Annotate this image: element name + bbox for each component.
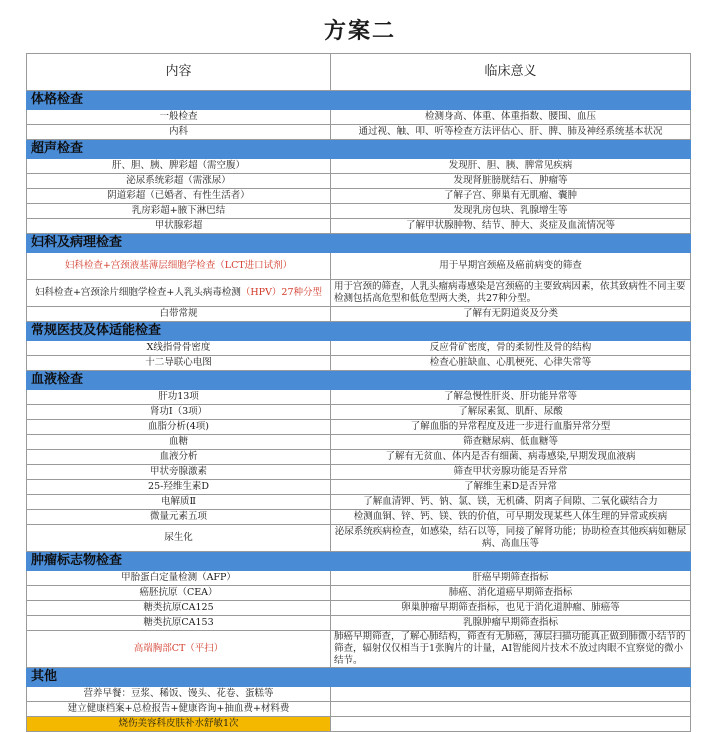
meaning-cell: 发现乳房包块、乳腺增生等 xyxy=(331,204,691,219)
meaning-cell: 发现肾脏膀胱结石、肿瘤等 xyxy=(331,174,691,189)
table-row xyxy=(27,110,691,125)
header-content: 内容 xyxy=(27,54,331,91)
section-tumor-markers xyxy=(27,552,691,571)
item-cell: 微量元素五项 xyxy=(27,510,331,525)
meaning-cell: 检查心脏缺血、心肌梗死、心律失常等 xyxy=(331,356,691,371)
meaning-cell: 筛查甲状旁腺功能是否异常 xyxy=(331,465,691,480)
item-cell: 糖类抗原CA153 xyxy=(27,616,331,631)
item-cell: 建立健康档案+总检报告+健康咨询+抽血费+材料费 xyxy=(27,702,331,717)
item-text-highlight: （HPV）27种分型 xyxy=(240,287,323,298)
table-row xyxy=(27,125,691,140)
item-cell: 糖类抗原CA125 xyxy=(27,601,331,616)
section-routine xyxy=(27,322,691,341)
item-cell: 泌尿系统彩超（需涨尿） xyxy=(27,174,331,189)
table-row xyxy=(27,356,691,371)
meaning-cell: 了解血脂的异常程度及进一步进行血脂异常分型 xyxy=(331,420,691,435)
meaning-cell: 了解子宫、卵巢有无肌瘤、囊肿 xyxy=(331,189,691,204)
table-row xyxy=(27,465,691,480)
item-cell: 电解质Ⅱ xyxy=(27,495,331,510)
meaning-cell xyxy=(331,687,691,702)
section-title: 常规医技及体适能检查 xyxy=(27,322,691,341)
table-row xyxy=(27,586,691,601)
meaning-cell: 检测身高、体重、体重指数、腰围、血压 xyxy=(331,110,691,125)
item-cell: 肾功Ⅰ（3项） xyxy=(27,405,331,420)
table-row xyxy=(27,525,691,552)
item-cell: 血糖 xyxy=(27,435,331,450)
section-title: 血液检查 xyxy=(27,371,691,390)
item-cell: 营养早餐：豆浆、稀饭、馒头、花卷、蛋糕等 xyxy=(27,687,331,702)
meaning-cell: 肺癌早期筛查，了解心肺结构，筛查有无肺癌，薄层扫描功能真正做到肺微小结节的筛查，辐射仅仅相当于1张胸片的计量，AI智能阅片技术不放过肉眼不宜察觉的微小结节。 xyxy=(331,631,691,668)
table-row xyxy=(27,450,691,465)
table-header-row xyxy=(27,54,691,91)
table-row xyxy=(27,631,691,668)
meaning-cell: 了解有无贫血、体内是否有细菌、病毒感染,早期发现血液病 xyxy=(331,450,691,465)
section-title: 其他 xyxy=(27,668,691,687)
table-row xyxy=(27,189,691,204)
meaning-cell: 了解血清钾、钙、钠、氯、镁，无机磷、阴离子间隙、二氧化碳结合力 xyxy=(331,495,691,510)
section-ultrasound xyxy=(27,140,691,159)
meaning-cell: 了解有无阴道炎及分类 xyxy=(331,307,691,322)
table-row xyxy=(27,405,691,420)
meaning-cell: 肝癌早期筛查指标 xyxy=(331,571,691,586)
item-cell: 妇科检查+宫颈液基薄层细胞学检查（LCT进口试剂） xyxy=(27,253,331,280)
meaning-cell: 乳腺肿瘤早期筛查指标 xyxy=(331,616,691,631)
meaning-cell: 通过视、触、叩、听等检查方法评估心、肝、脾、肺及神经系统基本状况 xyxy=(331,125,691,140)
table-row xyxy=(27,253,691,280)
meaning-cell xyxy=(331,717,691,732)
meaning-cell: 筛查糖尿病、低血糖等 xyxy=(331,435,691,450)
page-title: 方案二 xyxy=(323,19,396,44)
item-cell: 高端胸部CT（平扫） xyxy=(27,631,331,668)
section-title: 肿瘤标志物检查 xyxy=(27,552,691,571)
meaning-cell: 了解甲状腺肿物、结节、肿大、炎症及血流情况等 xyxy=(331,219,691,234)
header-meaning: 临床意义 xyxy=(331,54,691,91)
section-other xyxy=(27,668,691,687)
meaning-cell: 检测血铜、锌、钙、镁、铁的价值，可早期发现某些人体生理的异常或疾病 xyxy=(331,510,691,525)
plan-table xyxy=(26,53,691,732)
meaning-cell: 反应骨矿密度，骨的柔韧性及骨的结构 xyxy=(331,341,691,356)
section-gynecology xyxy=(27,234,691,253)
meaning-cell: 用于宫颈的筛查，人乳头瘤病毒感染是宫颈癌的主要致病因素，依其致病性不同主要检测包括高危型和低危型两大类，共27种分型。 xyxy=(331,280,691,307)
section-physical xyxy=(27,91,691,110)
item-cell: 阴道彩超（已婚者、有性生活者） xyxy=(27,189,331,204)
table-row xyxy=(27,435,691,450)
item-cell: 乳房彩超+腋下淋巴结 xyxy=(27,204,331,219)
meaning-cell xyxy=(331,702,691,717)
table-row xyxy=(27,280,691,307)
table-row xyxy=(27,702,691,717)
table-row xyxy=(27,687,691,702)
item-cell: 内科 xyxy=(27,125,331,140)
table-row xyxy=(27,495,691,510)
meaning-cell: 用于早期宫颈癌及癌前病变的筛查 xyxy=(331,253,691,280)
item-cell: 肝功13项 xyxy=(27,390,331,405)
item-cell: 血脂分析(4项) xyxy=(27,420,331,435)
table-row xyxy=(27,616,691,631)
meaning-cell: 发现肝、胆、胰、脾常见疾病 xyxy=(331,159,691,174)
table-row xyxy=(27,341,691,356)
table-row xyxy=(27,717,691,732)
item-cell: 血液分析 xyxy=(27,450,331,465)
table-row xyxy=(27,219,691,234)
meaning-cell: 卵巢肿瘤早期筛查指标，也见于消化道肿瘤、肺癌等 xyxy=(331,601,691,616)
section-blood xyxy=(27,371,691,390)
item-cell: 尿生化 xyxy=(27,525,331,552)
item-cell: 甲状旁腺激素 xyxy=(27,465,331,480)
item-cell: 甲状腺彩超 xyxy=(27,219,331,234)
table-row xyxy=(27,601,691,616)
item-cell: 肝、胆、胰、脾彩超（需空腹） xyxy=(27,159,331,174)
meaning-cell: 泌尿系统疾病检查，如感染，结石以等，同接了解肾功能；协助检查其他疾病如糖尿病、高血压等 xyxy=(331,525,691,552)
item-cell-highlight: 烧伤美容科皮肤补水舒敏1次 xyxy=(27,717,331,732)
table-row xyxy=(27,204,691,219)
item-cell: 癌胚抗原（CEA） xyxy=(27,586,331,601)
meaning-cell: 了解尿素氮、肌酐、尿酸 xyxy=(331,405,691,420)
table-row xyxy=(27,480,691,495)
item-cell: X线指骨骨密度 xyxy=(27,341,331,356)
table-row xyxy=(27,159,691,174)
item-cell: 一般检查 xyxy=(27,110,331,125)
item-cell: 甲胎蛋白定量检测（AFP） xyxy=(27,571,331,586)
item-text: 妇科检查+宫颈涂片细胞学检查+人乳头病毒检测 xyxy=(34,287,241,298)
table-row xyxy=(27,510,691,525)
table-row xyxy=(27,420,691,435)
table-row xyxy=(27,571,691,586)
item-cell: 十二导联心电图 xyxy=(27,356,331,371)
section-title: 妇科及病理检查 xyxy=(27,234,691,253)
item-cell xyxy=(27,280,331,307)
section-title: 体格检查 xyxy=(27,91,691,110)
section-title: 超声检查 xyxy=(27,140,691,159)
meaning-cell: 肺癌、消化道癌早期筛查指标 xyxy=(331,586,691,601)
table-row xyxy=(27,307,691,322)
table-row xyxy=(27,174,691,189)
meaning-cell: 了解维生素D是否异常 xyxy=(331,480,691,495)
table-row xyxy=(27,390,691,405)
item-cell: 白带常规 xyxy=(27,307,331,322)
meaning-cell: 了解急慢性肝炎、肝功能异常等 xyxy=(331,390,691,405)
item-cell: 25-羟维生素D xyxy=(27,480,331,495)
